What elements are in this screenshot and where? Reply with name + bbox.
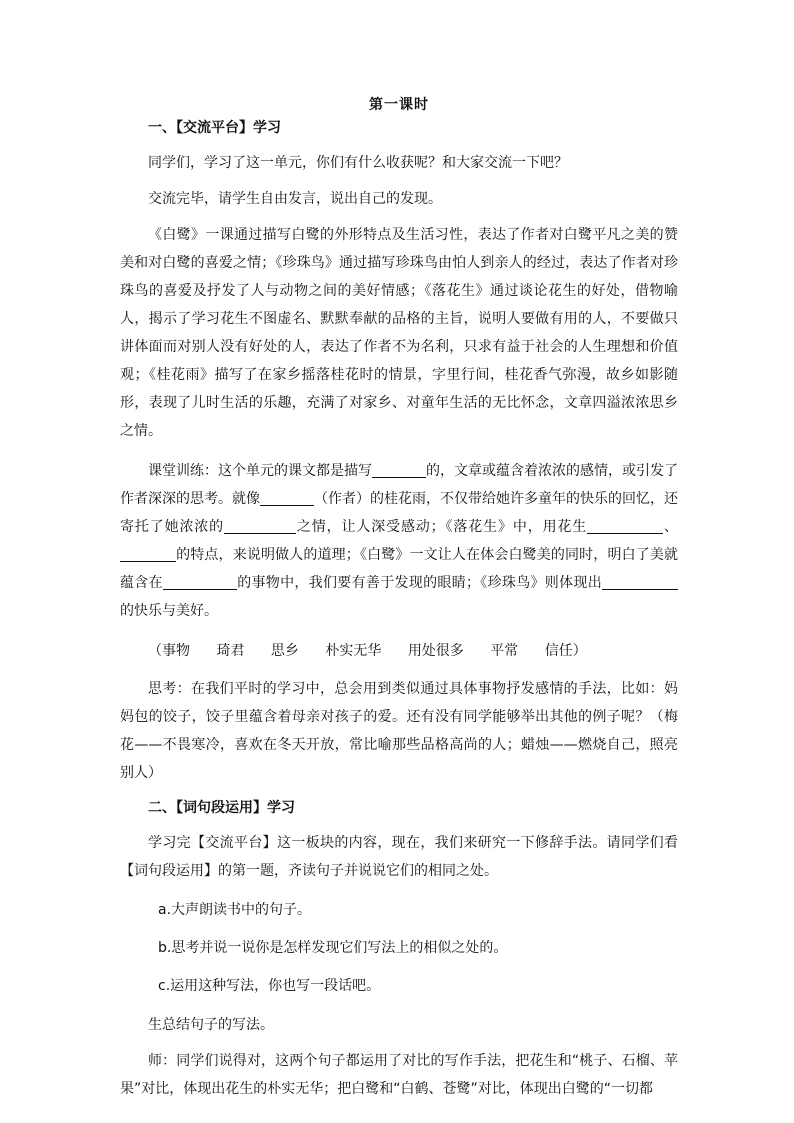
word-option: 用处很多 bbox=[407, 643, 464, 659]
exercise-text: 的，文章或蕴含着浓浓的感情，或引发了作者深深的思考。就像 bbox=[120, 463, 678, 507]
paragraph-summary: 《白鹭》一课通过描写白鹭的外形特点及生活习性，表达了作者对白鹭平凡之美的赞美和对白鹭的喜爱之情；《珍珠鸟》通过描写珍珠鸟由怕人到亲人的经过，表达了作者对珍珠鸟的喜爱及抒发了人与动物之间的美好情感；《落花生》通过谈论花生的好处，借物喻人，揭示了学习花生不图虚名、默默奉献的品格的主旨，说明人要做有用的人，不要做只讲体面而对别人没有好处的人，表达了作者不为名利，只求有益于社会的人生理想和价值观；《桂花雨》描写了在家乡摇落桂花时的情景，字里行间，桂花香气弥漫，故乡如影随形，表现了儿时生活的乐趣，充满了对家乡、对童年生活的无比怀念，文章四溢浓浓思乡之情。 bbox=[120, 227, 678, 439]
section-heading-exchange: 一、【交流平台】学习 bbox=[148, 120, 281, 136]
list-item: c.运用这种写法，你也写一段话吧。 bbox=[158, 978, 381, 994]
exercise-text: 课堂训练：这个单元的课文都是描写 bbox=[148, 463, 372, 479]
paragraph-teacher: 师：同学们说得对，这两个句子都运用了对比的写作手法，把花生和“桃子、石榴、苹果”对比，体现出花生的朴实无华；把白鹭和“白鹤、苍鹭”对比，体现出白鹭的“一切都 bbox=[120, 1053, 678, 1097]
exercise-text: 的特点，来说明做人的道理；《白鹭》一文让人在体会白鹭美的同时，明白了美就蕴含在 bbox=[120, 547, 678, 591]
exercise-text: （作者）的桂花雨，不仅带给她许多童年的快乐的回忆，还寄托了她浓浓的 bbox=[120, 491, 678, 535]
paragraph: 学习完【交流平台】这一板块的内容，现在，我们来研究一下修辞手法。请同学们看【词句段运用】的第一题，齐读句子并说说它们的相同之处。 bbox=[120, 835, 678, 879]
word-option: 平常 bbox=[490, 643, 519, 659]
paragraph: 生总结句子的写法。 bbox=[148, 1017, 274, 1033]
fill-blank[interactable] bbox=[372, 463, 426, 478]
word-option: 琦君 bbox=[216, 643, 245, 659]
word-option: 思乡 bbox=[270, 643, 299, 659]
paragraph-think: 思考：在我们平时的学习中，总会用到类似通过具体事物抒发感情的手法，比如：妈妈包的饺子，饺子里蕴含着母亲对孩子的爱。还有没有同学能够举出其他的例子呢？（梅花——不畏寒冷，喜欢在冬天开放，常比喻那些品格高尚的人；蜡烛——燃烧自己，照亮别人） bbox=[120, 681, 678, 781]
fill-blank[interactable] bbox=[602, 575, 678, 590]
fill-blank[interactable] bbox=[120, 547, 176, 562]
section-heading-word-usage: 二、【词句段运用】学习 bbox=[148, 800, 295, 816]
exercise-text: 、 bbox=[663, 519, 679, 535]
paragraph-exercise bbox=[120, 457, 678, 625]
fill-blank[interactable] bbox=[163, 575, 237, 590]
word-option: 信任） bbox=[544, 643, 587, 659]
list-item: a.大声朗读书中的句子。 bbox=[158, 902, 312, 918]
paragraph: 交流完毕，请学生自由发言，说出自己的发现。 bbox=[148, 191, 442, 207]
exercise-text: 之情，让人深受感动；《落花生》中，用花生 bbox=[296, 519, 588, 535]
document-page bbox=[120, 96, 678, 1115]
list-item: b.思考并说一说你是怎样发现它们写法上的相似之处的。 bbox=[158, 940, 508, 956]
word-option: 朴实无华 bbox=[325, 643, 382, 659]
fill-blank[interactable] bbox=[260, 491, 314, 506]
word-options bbox=[120, 637, 678, 665]
exercise-text: 的事物中，我们要有善于发现的眼睛；《珍珠鸟》则体现出 bbox=[236, 575, 603, 591]
paragraph: 同学们，学习了这一单元，你们有什么收获呢？和大家交流一下吧？ bbox=[148, 155, 568, 171]
page-title: 第一课时 bbox=[369, 97, 429, 113]
fill-blank[interactable] bbox=[587, 519, 663, 534]
exercise-text: 的快乐与美好。 bbox=[120, 603, 218, 619]
word-option: （事物 bbox=[148, 643, 190, 659]
fill-blank[interactable] bbox=[224, 519, 296, 534]
